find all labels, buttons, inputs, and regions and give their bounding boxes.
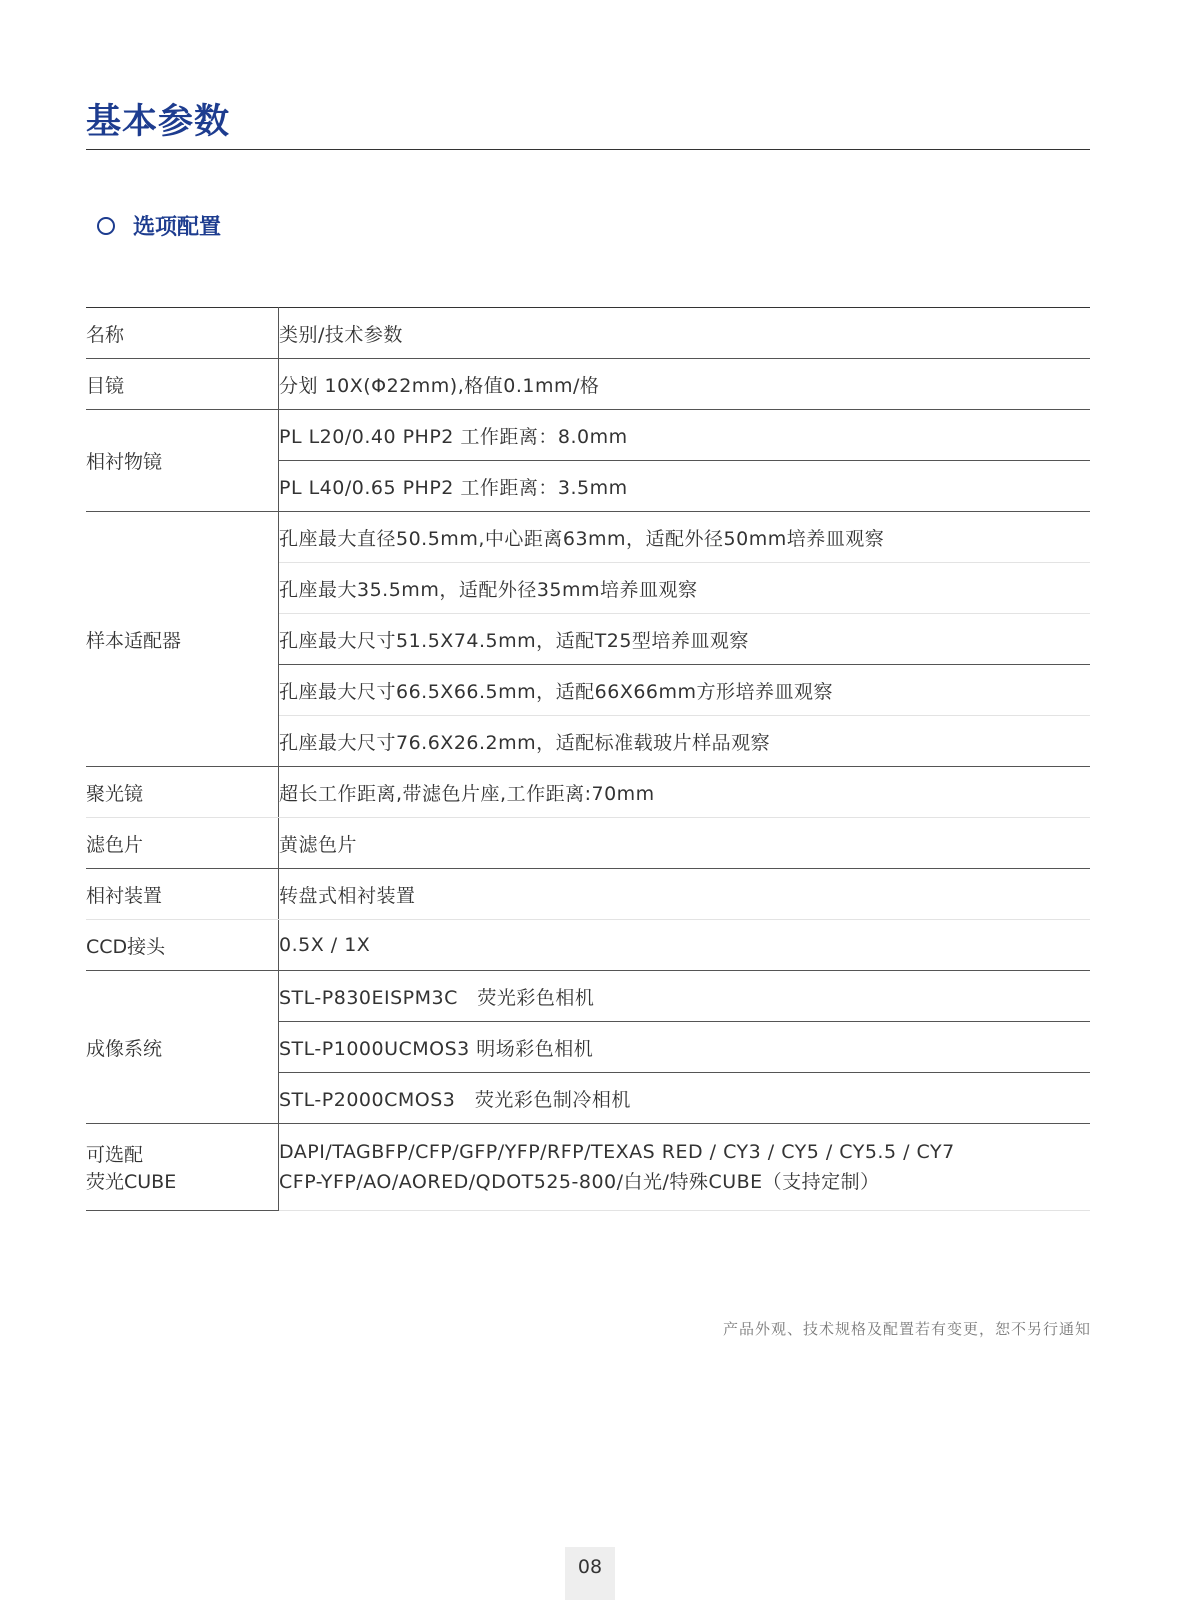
- name-line: 荧光CUBE: [86, 1171, 177, 1193]
- value-cell: 黄滤色片: [279, 818, 1091, 869]
- value-cell: [279, 1124, 1091, 1211]
- section-title: 选项配置: [133, 215, 222, 240]
- value-cell: STL-P1000UCMOS3 明场彩色相机: [279, 1022, 1091, 1073]
- value-cell: 超长工作距离,带滤色片座,工作距离:70mm: [279, 767, 1091, 818]
- circle-outline-icon: [97, 217, 115, 235]
- table-row: [86, 512, 1090, 563]
- value-cell: STL-P830EISPM3C 荧光彩色相机: [279, 971, 1091, 1022]
- value-cell: 孔座最大尺寸66.5X66.5mm，适配66X66mm方形培养皿观察: [279, 665, 1091, 716]
- page-number: 08: [565, 1547, 615, 1600]
- name-cell: 相衬装置: [86, 869, 279, 920]
- table-row: [86, 308, 1090, 359]
- section-heading: [97, 210, 221, 241]
- spec-table: [86, 307, 1090, 1211]
- name-cell: [86, 1124, 279, 1211]
- table-row: [86, 971, 1090, 1022]
- name-cell: 相衬物镜: [86, 410, 279, 512]
- footnote: 产品外观、技术规格及配置若有变更，恕不另行通知: [722, 1320, 1091, 1338]
- value-cell: 0.5X / 1X: [279, 920, 1091, 971]
- table-row: [86, 869, 1090, 920]
- name-cell: 滤色片: [86, 818, 279, 869]
- name-cell: 聚光镜: [86, 767, 279, 818]
- table-row: [86, 359, 1090, 410]
- table-row: [86, 1124, 1090, 1211]
- value-cell: PL L20/0.40 PHP2 工作距离：8.0mm: [279, 410, 1091, 461]
- value-cell: 孔座最大尺寸51.5X74.5mm，适配T25型培养皿观察: [279, 614, 1091, 665]
- name-cell: 成像系统: [86, 971, 279, 1124]
- value-cell: 孔座最大直径50.5mm,中心距离63mm，适配外径50mm培养皿观察: [279, 512, 1091, 563]
- value-cell: 类别/技术参数: [279, 308, 1091, 359]
- table-row: [86, 920, 1090, 971]
- title-divider: [86, 149, 1090, 150]
- value-cell: STL-P2000CMOS3 荧光彩色制冷相机: [279, 1073, 1091, 1124]
- value-cell: 转盘式相衬装置: [279, 869, 1091, 920]
- name-line: 可选配: [86, 1144, 144, 1166]
- name-cell: 名称: [86, 308, 279, 359]
- name-cell: 样本适配器: [86, 512, 279, 767]
- table-row: [86, 410, 1090, 461]
- value-cell: PL L40/0.65 PHP2 工作距离：3.5mm: [279, 461, 1091, 512]
- page-title: 基本参数: [86, 102, 231, 142]
- table-row: [86, 767, 1090, 818]
- value-cell: 分划 10X(Φ22mm),格值0.1mm/格: [279, 359, 1091, 410]
- value-line: CFP-YFP/AO/AORED/QDOT525-800/白光/特殊CUBE（支持定制）: [279, 1171, 880, 1193]
- value-cell: 孔座最大35.5mm，适配外径35mm培养皿观察: [279, 563, 1091, 614]
- name-cell: CCD接头: [86, 920, 279, 971]
- value-line: DAPI/TAGBFP/CFP/GFP/YFP/RFP/TEXAS RED / CY3 / CY5 / CY5.5 / CY7: [279, 1141, 955, 1163]
- table-row: [86, 818, 1090, 869]
- value-cell: 孔座最大尺寸76.6X26.2mm，适配标准载玻片样品观察: [279, 716, 1091, 767]
- name-cell: 目镜: [86, 359, 279, 410]
